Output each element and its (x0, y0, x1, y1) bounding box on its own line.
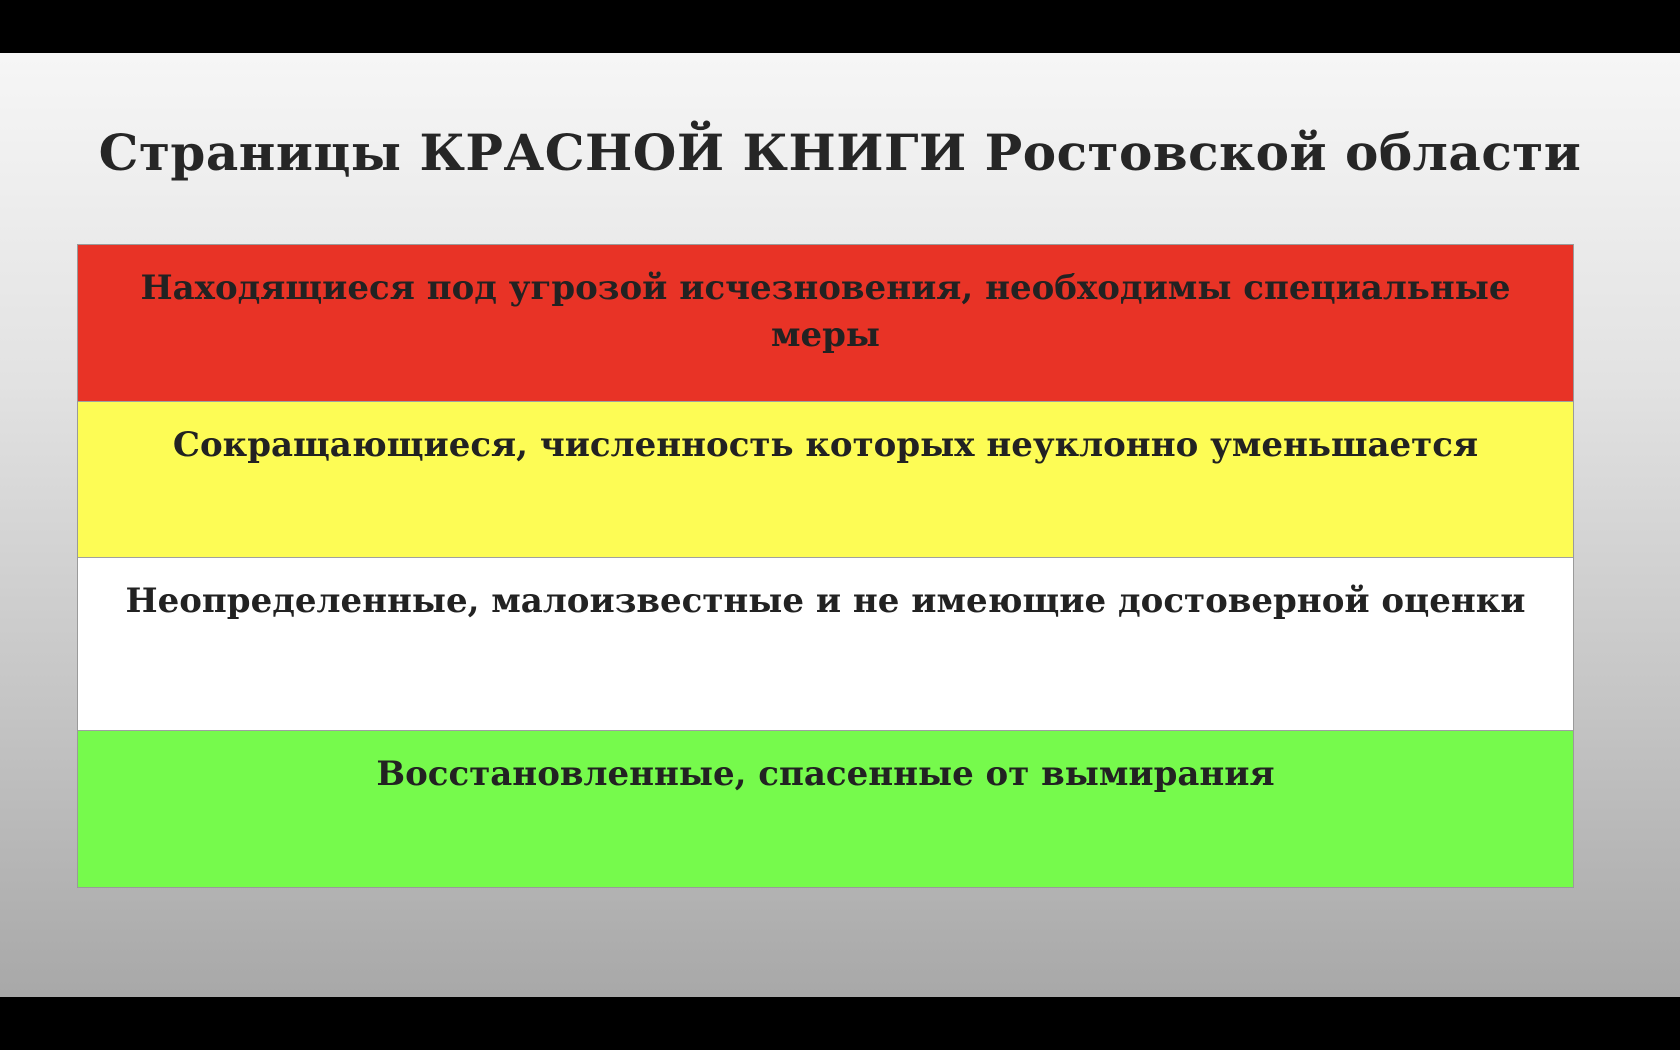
category-row-restored: Восстановленные, спасенные от вымирания (78, 731, 1573, 887)
presentation-slide (0, 53, 1680, 997)
letterbox-top (0, 0, 1680, 53)
slide-title: Страницы КРАСНОЙ КНИГИ Ростовской области (98, 123, 1582, 182)
letterbox-bottom (0, 997, 1680, 1050)
red-book-categories-table (77, 244, 1574, 888)
category-row-endangered: Находящиеся под угрозой исчезновения, необходимы специальные меры (78, 245, 1573, 402)
category-row-undetermined: Неопределенные, малоизвестные и не имеющие достоверной оценки (78, 558, 1573, 731)
category-row-declining: Сокращающиеся, численность которых неуклонно уменьшается (78, 402, 1573, 558)
